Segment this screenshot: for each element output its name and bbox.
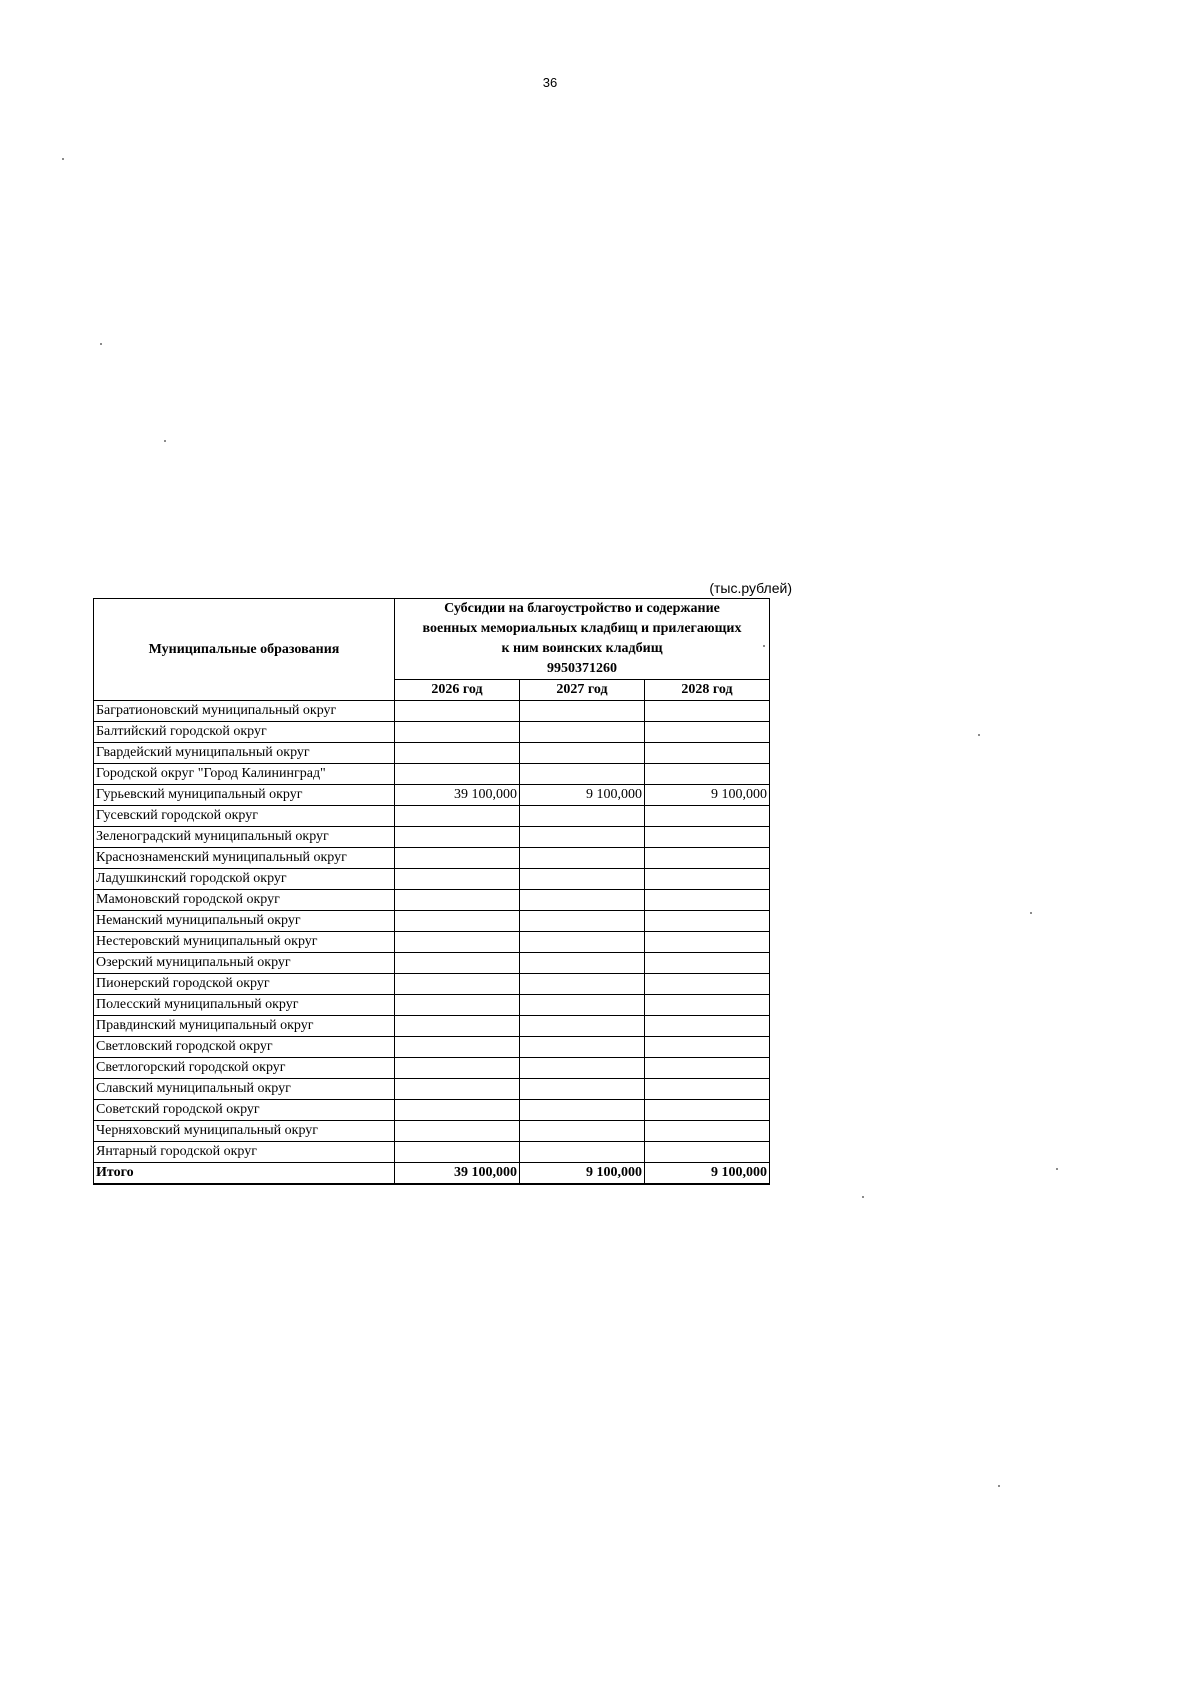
scan-speck (164, 440, 166, 442)
municipality-name: Гвардейский муниципальный округ (94, 743, 395, 764)
amount-cell-2026: 39 100,000 (395, 785, 520, 806)
amount-cell-2027 (520, 995, 645, 1016)
table-row (94, 1079, 770, 1100)
amount-cell-2027 (520, 1037, 645, 1058)
amount-cell-2028: 9 100,000 (645, 785, 770, 806)
amount-cell-2026 (395, 743, 520, 764)
table-row (94, 932, 770, 953)
amount-cell-2028 (645, 911, 770, 932)
amount-cell-2028 (645, 890, 770, 911)
municipality-name: Пионерский городской округ (94, 974, 395, 995)
municipality-name: Багратионовский муниципальный округ (94, 701, 395, 722)
amount-cell-2027 (520, 827, 645, 848)
table-row (94, 869, 770, 890)
total-amount-2028: 9 100,000 (645, 1163, 770, 1185)
amount-cell-2027 (520, 848, 645, 869)
table-row (94, 743, 770, 764)
amount-cell-2028 (645, 1079, 770, 1100)
amount-cell-2028 (645, 1142, 770, 1163)
table-row (94, 722, 770, 743)
municipality-name: Гусевский городской округ (94, 806, 395, 827)
total-amount-2027: 9 100,000 (520, 1163, 645, 1185)
amount-cell-2026 (395, 848, 520, 869)
municipality-name: Нестеровский муниципальный округ (94, 932, 395, 953)
municipality-name: Полесский муниципальный округ (94, 995, 395, 1016)
amount-cell-2026 (395, 827, 520, 848)
amount-cell-2027 (520, 869, 645, 890)
amount-cell-2026 (395, 806, 520, 827)
amount-cell-2026 (395, 911, 520, 932)
municipality-name: Ладушкинский городской округ (94, 869, 395, 890)
header-row (94, 599, 770, 680)
table-row (94, 1121, 770, 1142)
total-amount-2026: 39 100,000 (395, 1163, 520, 1185)
table-row (94, 974, 770, 995)
subsidy-title-header (395, 599, 770, 680)
amount-cell-2028 (645, 764, 770, 785)
subsidy-table (93, 598, 770, 1185)
table-row (94, 1142, 770, 1163)
municipality-name: Славский муниципальный округ (94, 1079, 395, 1100)
table-row (94, 1016, 770, 1037)
amount-cell-2028 (645, 1016, 770, 1037)
amount-cell-2027 (520, 1100, 645, 1121)
amount-cell-2027 (520, 701, 645, 722)
table-row (94, 848, 770, 869)
amount-cell-2028 (645, 848, 770, 869)
amount-cell-2028 (645, 722, 770, 743)
scan-speck (763, 645, 765, 647)
scan-speck (100, 343, 102, 345)
municipality-name: Правдинский муниципальный округ (94, 1016, 395, 1037)
year-header-2028: 2028 год (645, 680, 770, 701)
table-row (94, 890, 770, 911)
table-row (94, 995, 770, 1016)
amount-cell-2027 (520, 764, 645, 785)
table-row (94, 1058, 770, 1079)
budget-code: 9950371260 (547, 661, 617, 676)
amount-cell-2026 (395, 932, 520, 953)
amount-cell-2026 (395, 1058, 520, 1079)
amount-cell-2026 (395, 701, 520, 722)
unit-note: (тыс.рублей) (709, 580, 792, 596)
municipality-name: Светлогорский городской округ (94, 1058, 395, 1079)
municipality-name: Черняховский муниципальный округ (94, 1121, 395, 1142)
amount-cell-2026 (395, 1142, 520, 1163)
amount-cell-2026 (395, 995, 520, 1016)
amount-cell-2027 (520, 806, 645, 827)
municipality-name: Советский городской округ (94, 1100, 395, 1121)
amount-cell-2028 (645, 1121, 770, 1142)
title-line: к ним воинских кладбищ (501, 641, 663, 656)
amount-cell-2026 (395, 890, 520, 911)
amount-cell-2028 (645, 1058, 770, 1079)
municipality-name: Янтарный городской округ (94, 1142, 395, 1163)
amount-cell-2027 (520, 890, 645, 911)
municipality-header: Муниципальные образования (94, 599, 395, 701)
amount-cell-2026 (395, 1037, 520, 1058)
amount-cell-2028 (645, 743, 770, 764)
amount-cell-2027 (520, 1016, 645, 1037)
municipality-name: Городской округ "Город Калининград" (94, 764, 395, 785)
municipality-name: Мамоновский городской округ (94, 890, 395, 911)
amount-cell-2026 (395, 1016, 520, 1037)
municipality-name: Светловский городской округ (94, 1037, 395, 1058)
table-row (94, 1100, 770, 1121)
amount-cell-2028 (645, 932, 770, 953)
amount-cell-2028 (645, 974, 770, 995)
municipality-name: Балтийский городской округ (94, 722, 395, 743)
title-line: военных мемориальных кладбищ и прилегающих (422, 621, 742, 636)
scan-speck (1056, 1168, 1058, 1170)
year-header-2027: 2027 год (520, 680, 645, 701)
amount-cell-2026 (395, 1100, 520, 1121)
amount-cell-2026 (395, 764, 520, 785)
amount-cell-2026 (395, 722, 520, 743)
amount-cell-2027 (520, 743, 645, 764)
amount-cell-2028 (645, 1100, 770, 1121)
amount-cell-2028 (645, 1037, 770, 1058)
amount-cell-2027 (520, 953, 645, 974)
amount-cell-2026 (395, 869, 520, 890)
amount-cell-2028 (645, 953, 770, 974)
table-row (94, 701, 770, 722)
municipality-name: Озерский муниципальный округ (94, 953, 395, 974)
table-row (94, 785, 770, 806)
amount-cell-2027 (520, 911, 645, 932)
table-body (94, 701, 770, 1185)
amount-cell-2027 (520, 932, 645, 953)
amount-cell-2026 (395, 1079, 520, 1100)
amount-cell-2027 (520, 1079, 645, 1100)
title-line: Субсидии на благоустройство и содержание (444, 601, 720, 616)
amount-cell-2028 (645, 995, 770, 1016)
amount-cell-2028 (645, 869, 770, 890)
amount-cell-2027 (520, 722, 645, 743)
amount-cell-2028 (645, 806, 770, 827)
total-row (94, 1163, 770, 1185)
amount-cell-2028 (645, 827, 770, 848)
scan-speck (1030, 912, 1032, 914)
amount-cell-2027 (520, 1142, 645, 1163)
amount-cell-2026 (395, 1121, 520, 1142)
table-row (94, 827, 770, 848)
year-header-2026: 2026 год (395, 680, 520, 701)
scan-speck (998, 1485, 1000, 1487)
municipality-name: Краснознаменский муниципальный округ (94, 848, 395, 869)
scan-speck (862, 1196, 864, 1198)
amount-cell-2027: 9 100,000 (520, 785, 645, 806)
amount-cell-2026 (395, 953, 520, 974)
total-label: Итого (94, 1163, 395, 1185)
table-row (94, 953, 770, 974)
amount-cell-2026 (395, 974, 520, 995)
table-row (94, 806, 770, 827)
amount-cell-2028 (645, 701, 770, 722)
amount-cell-2027 (520, 1058, 645, 1079)
table-row (94, 764, 770, 785)
municipality-name: Зеленоградский муниципальный округ (94, 827, 395, 848)
scan-speck (62, 158, 64, 160)
page-number: 36 (542, 75, 558, 90)
municipality-name: Неманский муниципальный округ (94, 911, 395, 932)
table-row (94, 911, 770, 932)
scan-speck (978, 734, 980, 736)
amount-cell-2027 (520, 974, 645, 995)
table-row (94, 1037, 770, 1058)
amount-cell-2027 (520, 1121, 645, 1142)
municipality-name: Гурьевский муниципальный округ (94, 785, 395, 806)
